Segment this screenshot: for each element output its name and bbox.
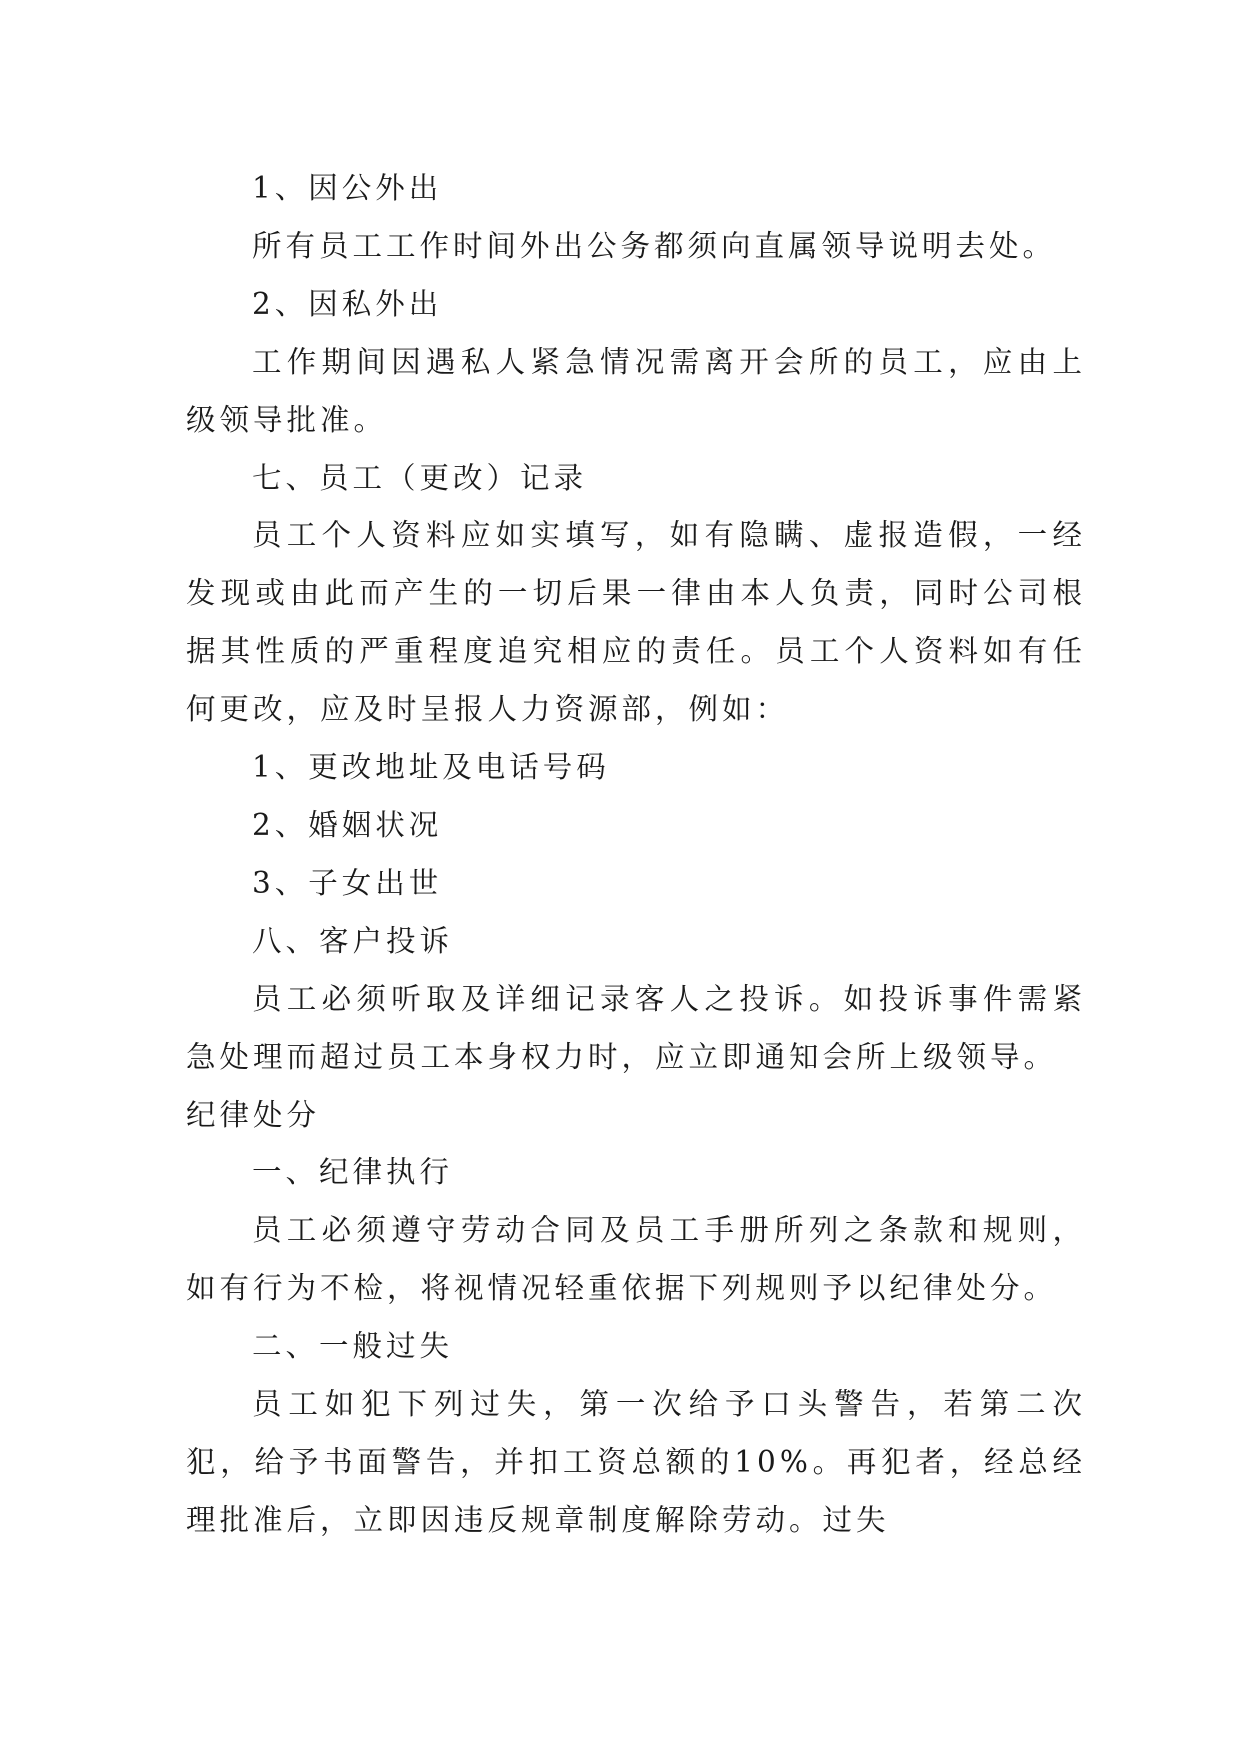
section-heading-records: 七、员工（更改）记录 (252, 460, 588, 495)
section-heading-general-faults: 二、一般过失 (252, 1329, 454, 1364)
paragraph-records: 员工个人资料应如实填写，如有隐瞒、虚报造假，一经发现或由此而产生的一切后果一律由本人负责，同时公司根据其性质的严重程度追究相应的责任。员工个人资料如有任何更改，应及时呈报人力资源部，例如： (186, 518, 1086, 727)
chapter-heading-discipline: 纪律处分 (186, 1097, 321, 1132)
list-item-address-change: 1、更改地址及电话号码 (252, 750, 610, 785)
list-item-private-outing: 2、因私外出 (252, 286, 443, 321)
paragraph-private-outing: 工作期间因遇私人紧急情况需离开会所的员工，应由上级领导批准。 (186, 344, 1086, 437)
paragraph-business-outing: 所有员工工作时间外出公务都须向直属领导说明去处。 (252, 228, 1057, 263)
paragraph-discipline-enforcement: 员工必须遵守劳动合同及员工手册所列之条款和规则，如有行为不检，将视情况轻重依据下列规则予以纪律处分。 (186, 1213, 1086, 1306)
paragraph-complaints: 员工必须听取及详细记录客人之投诉。如投诉事件需紧急处理而超过员工本身权力时，应立即通知会所上级领导。 (186, 981, 1086, 1074)
list-item-marital-status: 2、婚姻状况 (252, 807, 443, 842)
list-item-child-birth: 3、子女出世 (252, 865, 443, 900)
section-heading-complaints: 八、客户投诉 (252, 923, 454, 958)
list-item-business-outing: 1、因公外出 (252, 171, 443, 205)
paragraph-general-faults: 员工如犯下列过失，第一次给予口头警告，若第二次犯，给予书面警告，并扣工资总额的10%。再犯者，经总经理批准后，立即因违反规章制度解除劳动。过失 (186, 1387, 1086, 1537)
document-body (186, 160, 1086, 1550)
section-heading-discipline-enforcement: 一、纪律执行 (252, 1155, 454, 1190)
